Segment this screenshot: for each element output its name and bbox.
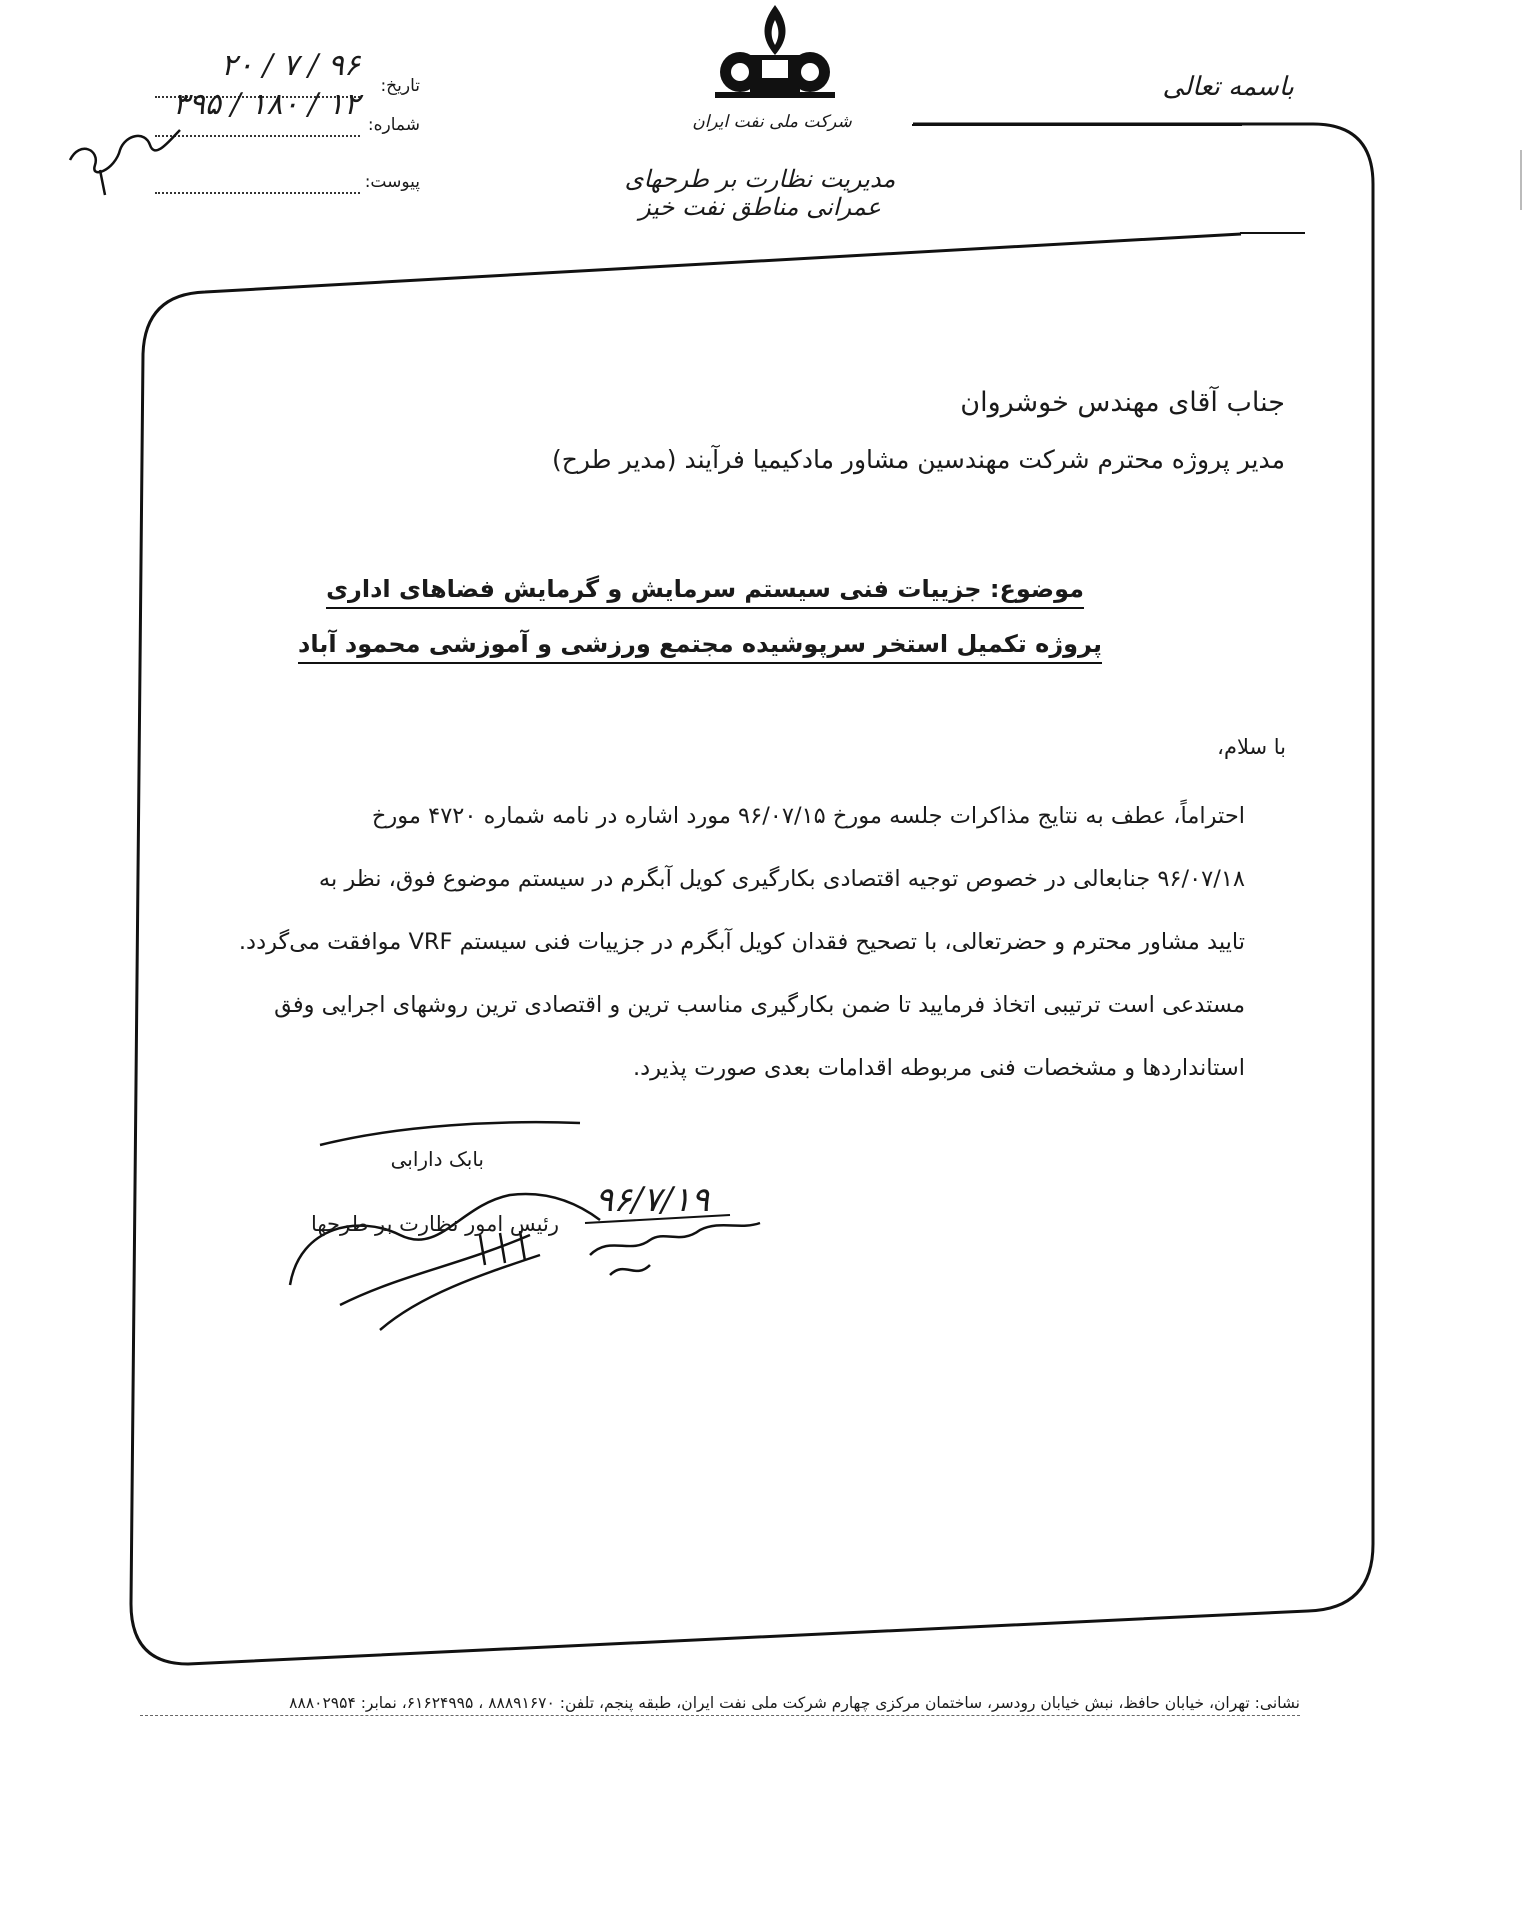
header-rule [912,124,1242,126]
invocation: باسمه تعالی [1162,72,1294,102]
signatory-name: بابک دارابی [390,1147,484,1171]
nioc-logo-icon [690,0,860,120]
body-line: تایید مشاور محترم و حضرتعالی، با تصحیح فقدان کویل آبگرم در جزییات فنی سیستم VRF موافقت می‌گردد. [238,929,1245,955]
header-rule-right [1240,232,1305,234]
subject-line-2: پروژه تکمیل استخر سرپوشیده مجتمع ورزشی و آموزشی محمود آباد [298,630,1102,664]
scan-edge-mark [1520,150,1522,210]
addressee-line-2: مدیر پروژه محترم شرکت مهندسین مشاور مادکیمیا فرآیند (مدیر طرح) [552,445,1285,474]
company-name: شرکت ملی نفت ایران [692,112,852,132]
greeting: با سلام، [1217,735,1286,759]
letter-body [238,785,1245,1100]
signatory-title: رئیس امور نظارت بر طرحها [310,1212,559,1236]
body-line: مستدعی است ترتیبی اتخاذ فرمایید تا ضمن بکارگیری مناسب ترین و اقتصادی ترین روشهای اجرایی وفق [274,992,1245,1018]
footer-rule [140,1715,1300,1717]
handwritten-scribble-icon [60,100,190,200]
date-label: تاریخ: [380,76,420,96]
date-value: ۹۶ / ۷ / ۲۰ [221,48,360,83]
number-value: ۱۲ / ۱۸۰ / ۳۹۵ [172,87,360,122]
footer-address: نشانی: تهران، خیابان حافظ، نبش خیابان رودسر، ساختمان مرکزی چهارم شرکت ملی نفت ایران، طبقه پنجم، تلفن: ۸۸۸۹۱۶۷۰ ، ۶۱۶۲۴۹۹۵، نمابر: ۸۸۸۰۲۹۵۴ [289,1694,1300,1712]
handwritten-date: ۹۶/۷/۱۹ [595,1180,710,1220]
attachment-label: پیوست: [364,172,420,192]
body-line: ۹۶/۰۷/۱۸ جنابعالی در خصوص توجیه اقتصادی بکارگیری کویل آبگرم در سیستم موضوع فوق، نظر به [318,866,1245,892]
body-line: استانداردها و مشخصات فنی مربوطه اقدامات بعدی صورت پذیرد. [633,1055,1245,1081]
number-label: شماره: [367,115,420,135]
department-name: مدیریت نظارت بر طرحهای عمرانی مناطق نفت خیز [624,165,896,221]
subject-line-1: موضوع: جزییات فنی سیستم سرمایش و گرمایش فضاهای اداری [326,575,1084,609]
body-line: احتراماً، عطف به نتایج مذاکرات جلسه مورخ ۹۶/۰۷/۱۵ مورد اشاره در نامه شماره ۴۷۲۰ مورخ [371,803,1245,829]
addressee-line-1: جناب آقای مهندس خوشروان [960,387,1285,418]
